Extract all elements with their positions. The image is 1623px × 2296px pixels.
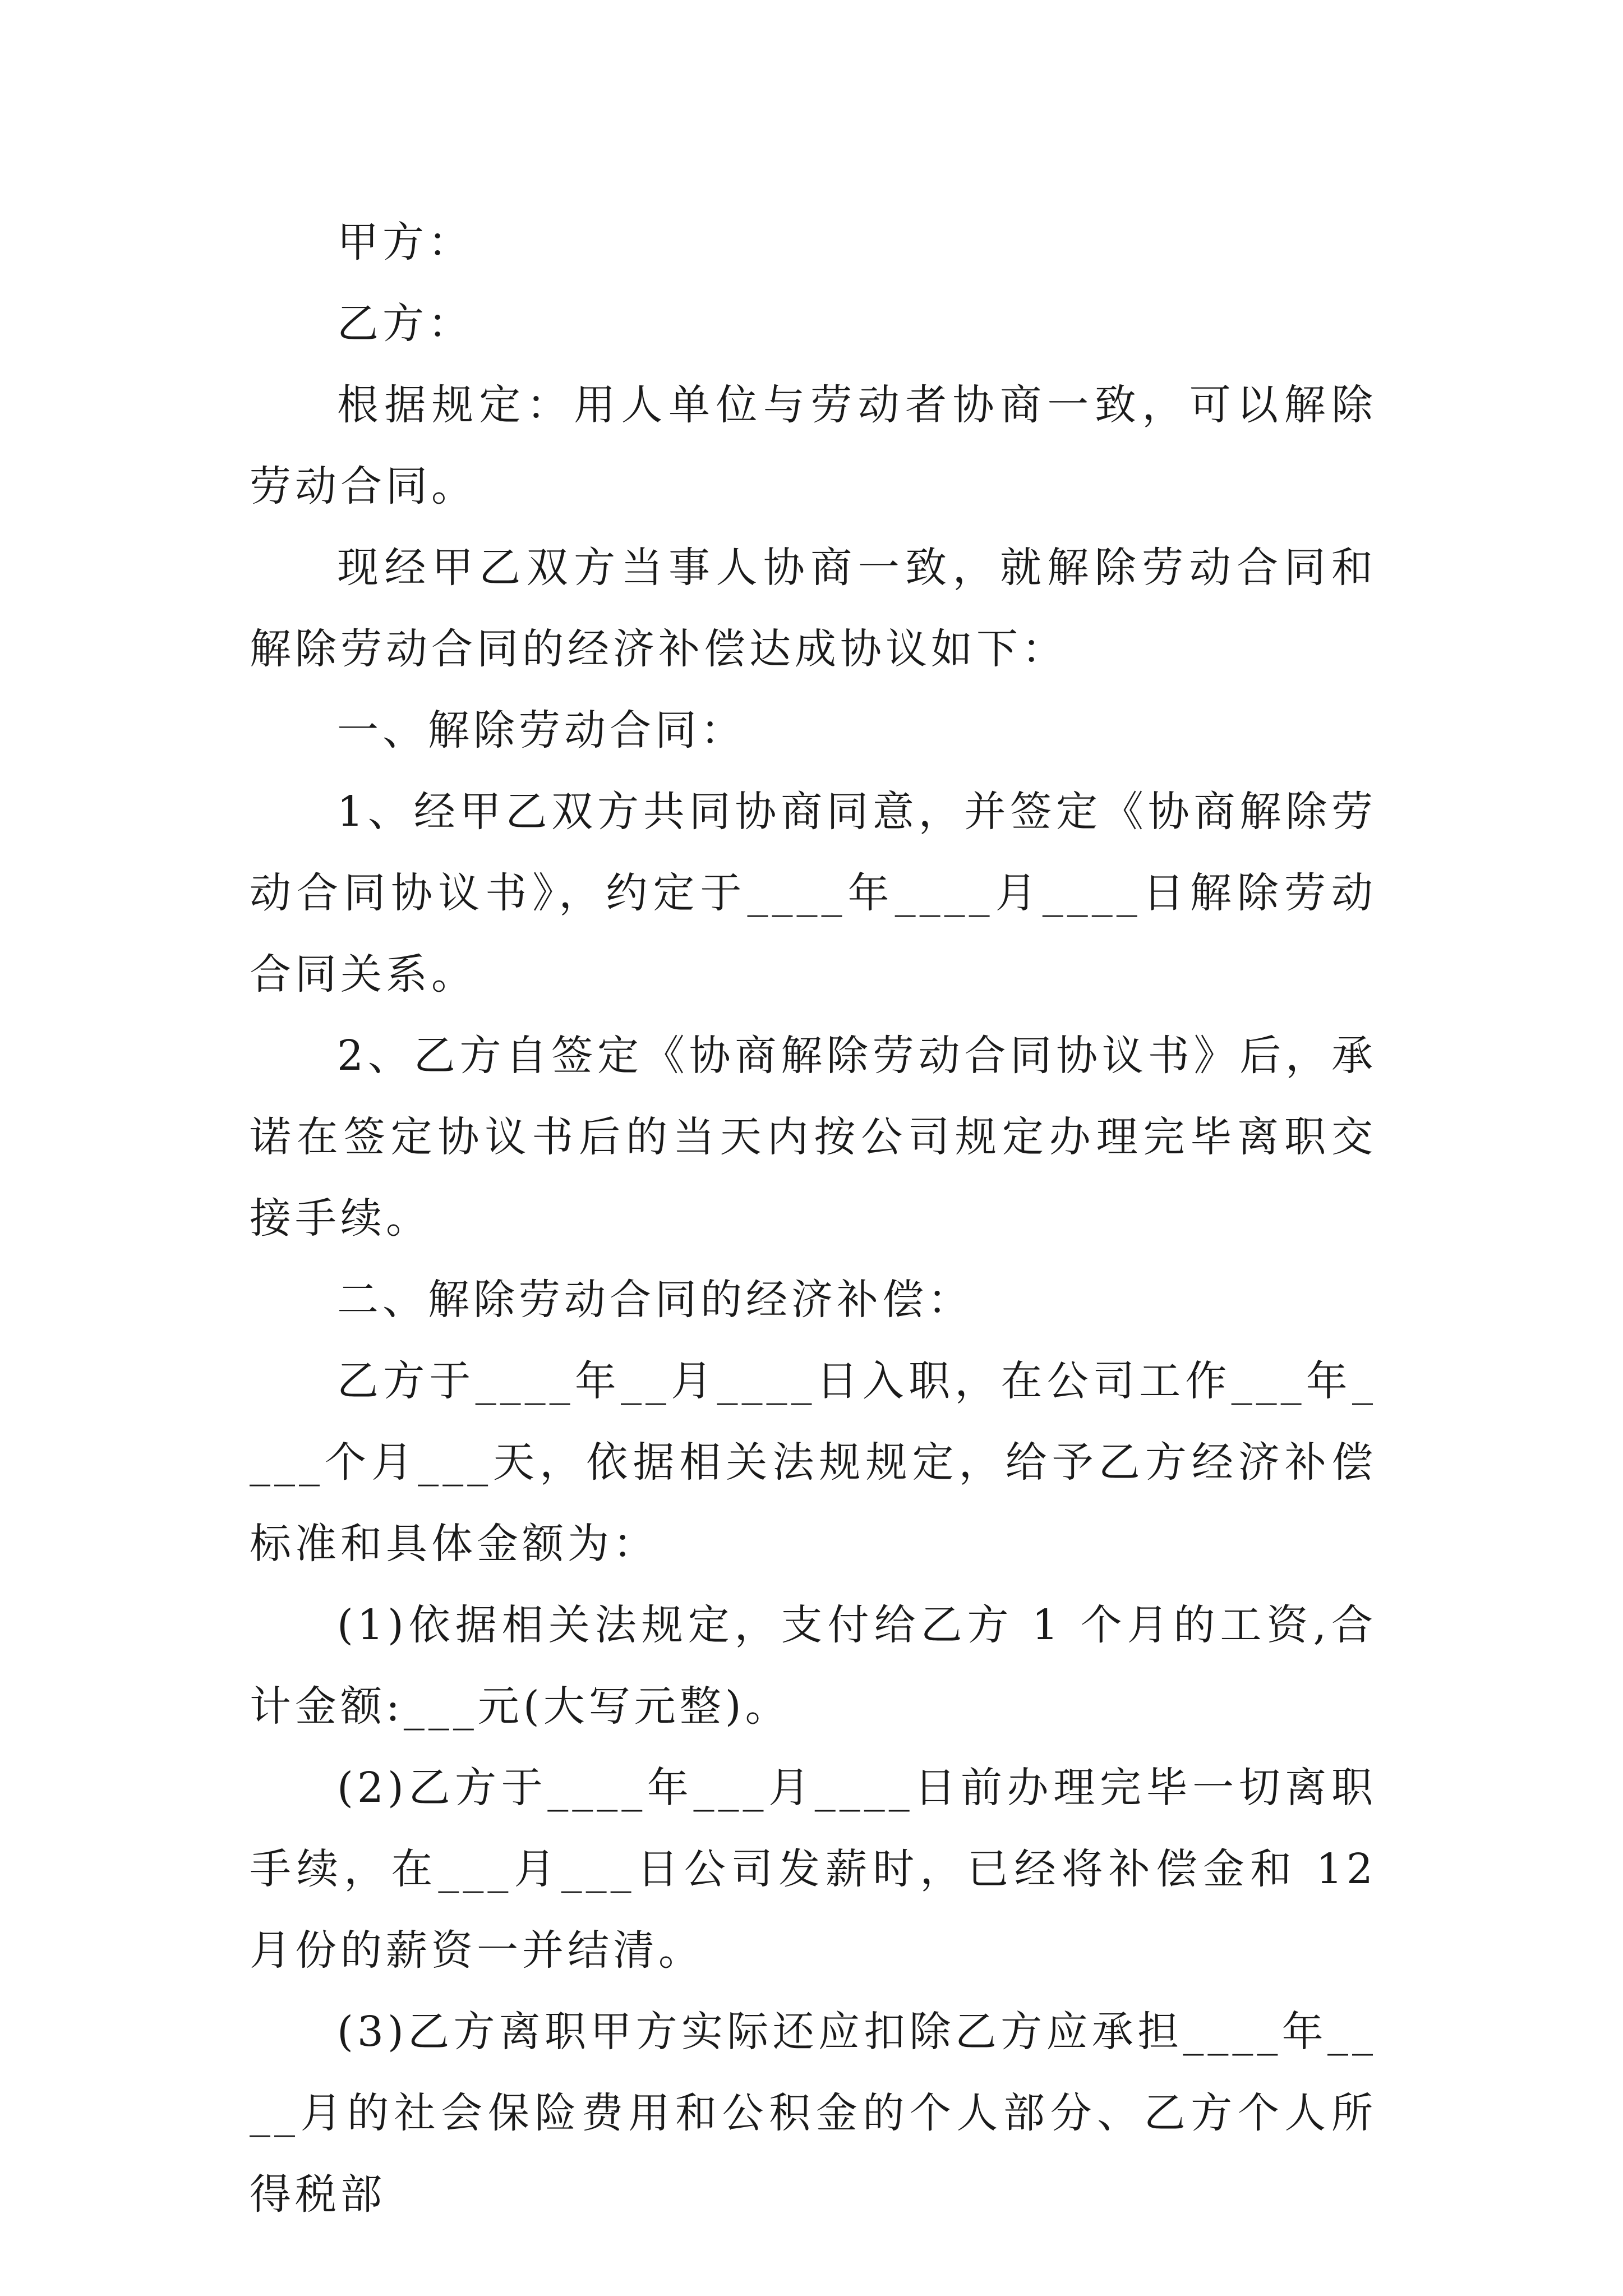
document-body [250, 202, 1394, 2235]
employment-period-paragraph: 乙方于____年__月____日入职，在公司工作___年____个月___天，依据相关法规规定，给予乙方经济补偿标准和具体金额为： [250, 1357, 1377, 1568]
legal-basis-paragraph: 根据规定：用人单位与劳动者协商一致，可以解除劳动合同。 [250, 381, 1377, 510]
clause-2-paragraph: 2、乙方自签定《协商解除劳动合同协议书》后，承诺在签定协议书后的当天内按公司规定办理完毕离职交接手续。 [250, 1032, 1377, 1243]
section-two-heading: 二、解除劳动合同的经济补偿： [337, 1276, 973, 1324]
agreement-intro-paragraph: 现经甲乙双方当事人协商一致，就解除劳动合同和解除劳动合同的经济补偿达成协议如下： [250, 544, 1377, 673]
item-1-paragraph: (1)依据相关法规定，支付给乙方 1 个月的工资,合计金额:___元(大写元整)。 [250, 1601, 1377, 1731]
party-b-line: 乙方： [337, 300, 473, 348]
item-2-paragraph: (2)乙方于____年___月____日前办理完毕一切离职手续，在___月___日公司发薪时，已经将补偿金和 12 月份的薪资一并结清。 [250, 1764, 1394, 1975]
item-3-paragraph: (3)乙方离职甲方实际还应扣除乙方应承担____年____月的社会保险费用和公积金的个人部分、乙方个人所得税部 [250, 2008, 1377, 2219]
party-a-line: 甲方： [337, 218, 473, 266]
section-one-heading: 一、解除劳动合同： [337, 706, 746, 754]
clause-1-paragraph: 1、经甲乙双方共同协商同意，并签定《协商解除劳动合同协议书》，约定于____年____月____日解除劳动合同关系。 [250, 788, 1377, 999]
